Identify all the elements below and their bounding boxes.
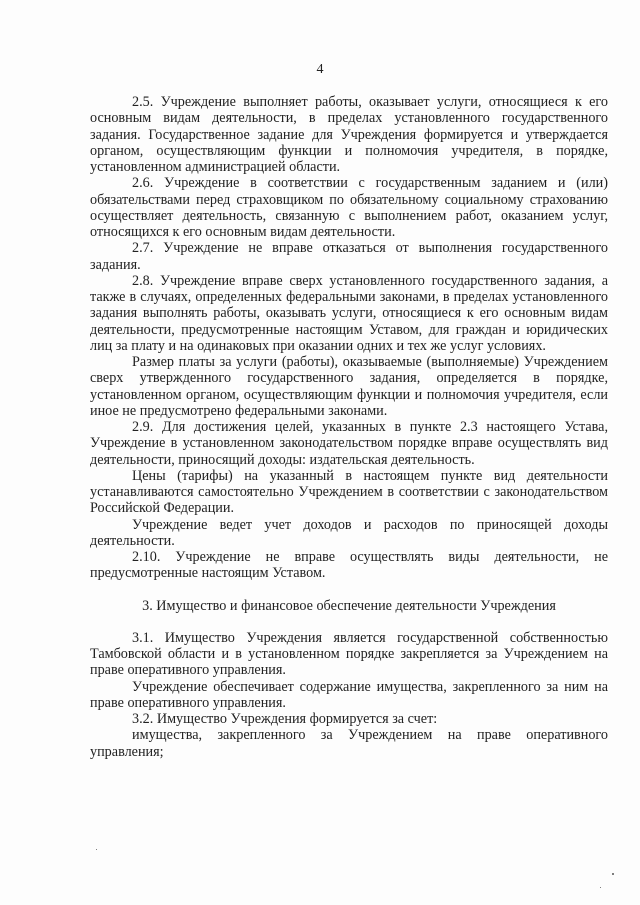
scan-speck [612,873,614,875]
paragraph-2-5: 2.5. Учреждение выполняет работы, оказывает услуги, относящиеся к его основным видам деятельности, в пределах установленного государственного задания. Государственное задание для Учреждения формируется и утверждается органом, осуществляющим функции и полномочия учредителя, в порядке, установленном администрацией области. [90,94,608,175]
scan-speck [96,849,97,850]
paragraph-fee-size: Размер платы за услуги (работы), оказываемые (выполняемые) Учреждением сверх утвержденного государственного задания, определяется в порядке, установленном органом, осуществляющим функции и полномочия учредителя, если иное не предусмотрено федеральными законами. [90,354,608,419]
paragraph-prices: Цены (тарифы) на указанный в настоящем пункте вид деятельности устанавливаются самостоятельно Учреждением в соответствии с законодательством Российской Федерации. [90,467,608,517]
paragraph-2-9: 2.9. Для достижения целей, указанных в пункте 2.3 настоящего Устава, Учреждение в установленном законодательством порядке вправе осуществлять вид деятельности, приносящий доходы: издательская деятельность. [90,419,608,468]
paragraph-maintenance: Учреждение обеспечивает содержание имущества, закрепленного за ним на праве оперативного управления. [90,678,608,711]
page-number: 4 [316,62,324,77]
scan-speck [600,887,601,888]
paragraph-3-2: 3.2. Имущество Учреждения формируется за счет: [132,711,438,727]
document-body [90,94,608,760]
paragraph-property-sources: имущества, закрепленного за Учреждением на праве оперативного управления; [90,727,608,760]
paragraph-accounting: Учреждение ведет учет доходов и расходов по приносящей доходы деятельности. [90,516,608,549]
paragraph-3-1: 3.1. Имущество Учреждения является государственной собственностью Тамбовской области и в установленном порядке закрепляется за Учреждением на праве оперативного управления. [90,629,608,679]
paragraph-2-6: 2.6. Учреждение в соответствии с государственным заданием и (или) обязательствами перед страховщиком по обязательному социальному страхованию осуществляет деятельность, связанную с выполнением работ, оказанием услуг, относящихся к его основным видам деятельности. [90,175,608,240]
paragraph-2-8: 2.8. Учреждение вправе сверх установленного государственного задания, а также в случаях, определенных федеральными законами, в пределах установленного задания выполнять работы, оказывать услуги, относящиеся к его основным видам деятельности, предусмотренные настоящим Уставом, для граждан и юридических лиц за плату и на одинаковых при оказании одних и тех же услуг условиях. [90,272,608,354]
paragraph-2-10: 2.10. Учреждение не вправе осуществлять виды деятельности, не предусмотренные настоящим Уставом. [90,549,608,582]
section-heading: 3. Имущество и финансовое обеспечение деятельности Учреждения [142,597,556,614]
paragraph-2-7: 2.7. Учреждение не вправе отказаться от выполнения государственного задания. [90,240,608,273]
